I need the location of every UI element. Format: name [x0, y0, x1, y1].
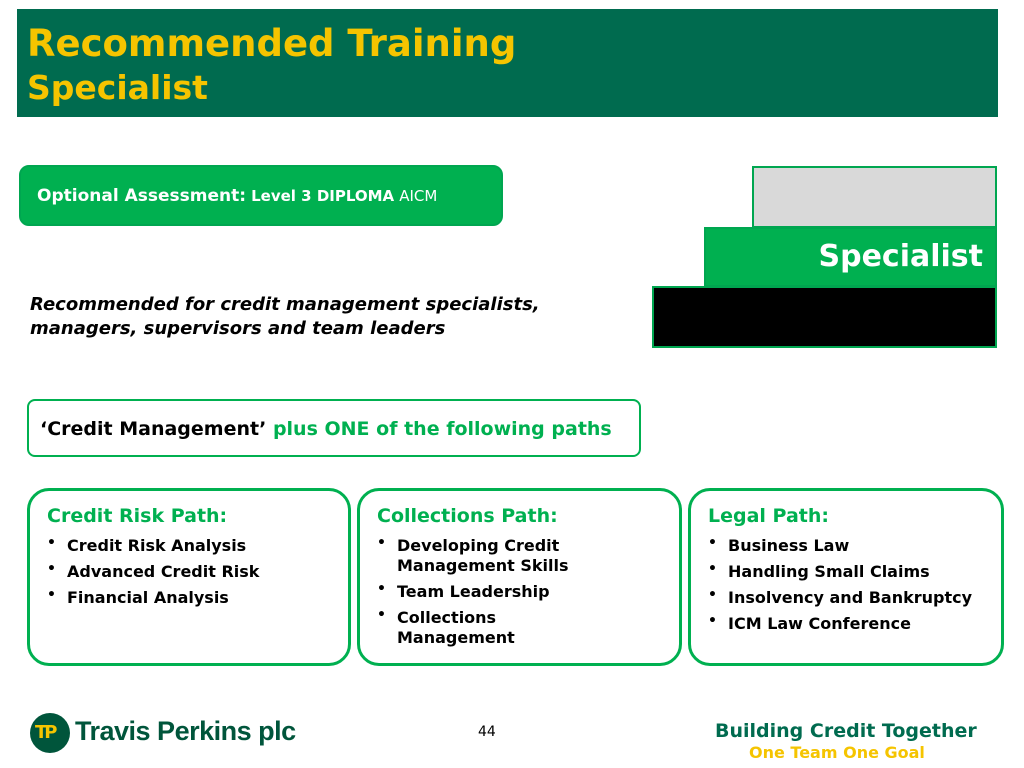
optional-assessment-box	[19, 165, 503, 226]
page-subtitle: Specialist	[27, 68, 208, 107]
path-list	[377, 536, 607, 654]
logo-wordmark: Travis Perkins plc	[75, 716, 296, 746]
paths-banner-suffix: plus ONE of the following paths	[272, 418, 612, 440]
legal-path-box	[688, 488, 1004, 666]
list-item: • ICM Law Conference	[708, 614, 972, 634]
list-item: • Credit Risk Analysis	[47, 536, 259, 556]
tp-logo-icon	[30, 713, 70, 753]
collections-path-box	[357, 488, 682, 666]
list-item: • Developing Credit Management Skills	[377, 536, 607, 576]
logo-mark-text: TP	[35, 722, 55, 743]
list-item: • Team Leadership	[377, 582, 607, 602]
company-logo	[30, 713, 305, 753]
paths-banner-text	[40, 418, 612, 440]
path-list	[47, 536, 259, 614]
staircase-step-top	[752, 166, 997, 228]
credit-risk-path-box	[27, 488, 351, 666]
path-list	[708, 536, 972, 640]
list-item: • Handling Small Claims	[708, 562, 972, 582]
paths-banner	[27, 399, 641, 457]
list-item: • Advanced Credit Risk	[47, 562, 259, 582]
staircase-active-label: Specialist	[818, 239, 983, 274]
assessment-body: AICM	[399, 187, 438, 205]
recommended-for-text	[30, 293, 550, 341]
list-item: • Collections Management	[377, 608, 607, 648]
staircase-step-bottom	[652, 286, 997, 348]
footer-tagline: Building Credit Together	[715, 720, 977, 742]
title-banner	[17, 9, 998, 117]
path-title: Collections Path:	[377, 505, 558, 527]
assessment-level: Level 3 DIPLOMA	[251, 187, 395, 205]
recommended-line-2: managers, supervisors and team leaders	[30, 318, 446, 339]
assessment-label: Optional Assessment:	[37, 186, 247, 206]
recommended-line-1: Recommended for credit management specialists,	[30, 294, 540, 315]
path-title: Credit Risk Path:	[47, 505, 228, 527]
page-title: Recommended Training	[27, 22, 517, 65]
list-item: • Financial Analysis	[47, 588, 259, 608]
list-item: • Insolvency and Bankruptcy	[708, 588, 972, 608]
path-title: Legal Path:	[708, 505, 829, 527]
assessment-text	[37, 186, 437, 206]
staircase-step-active	[704, 227, 997, 287]
footer-subtagline: One Team One Goal	[749, 743, 925, 762]
list-item: • Business Law	[708, 536, 972, 556]
page-number: 44	[478, 724, 496, 740]
paths-banner-prefix: ‘Credit Management’	[40, 418, 267, 440]
